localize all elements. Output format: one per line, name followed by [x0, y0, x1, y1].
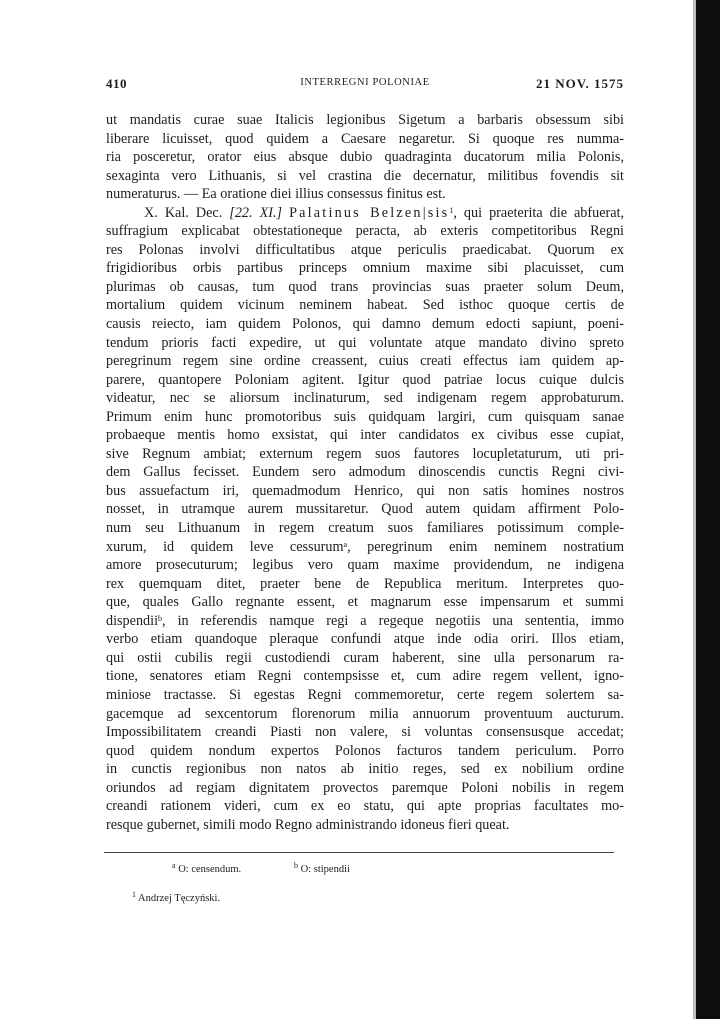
- text-line: creandi rationem videri, cum ex eo statu, qui apte proprias facultates mo-: [106, 798, 624, 815]
- text-line: tione, senatores etiam Regni contempsisse et, cum adire regem vellent, igno-: [106, 668, 624, 685]
- text-line: miniose tractasse. Si egestas Regni commemoretur, certe regem solertem sa-: [106, 686, 624, 703]
- footnote-a: $^a$ O: censendum.: [172, 861, 242, 875]
- text-line: plurimas ob causas, tum quod trans provincias suas praeter solum Deum,: [106, 278, 624, 295]
- page-number: 410: [106, 76, 127, 91]
- text-line: que, quales Gallo regnante essent, et magnarum esse impensarum et summi: [106, 594, 624, 611]
- running-head: [106, 76, 624, 96]
- text-line: qui ostii cubilis regii custodiendi curam haberent, sine ulla personarum ra-: [106, 649, 624, 666]
- date-label: X. Kal. Dec.: [144, 204, 223, 221]
- text-line: ria posceretur, orator eius absque dubio quadraginta ducatorum milia Polonis,: [106, 149, 624, 166]
- text-line: resque gubernet, simili modo Regno administrando idoneus fieri queat.: [106, 816, 510, 833]
- text-line: liberare licuisset, quod quidem a Caesare negaretur. Si quoque res numma-: [106, 130, 624, 147]
- text-line: nosset, in utramque aurem mussitaretur. Quod autem quidam affirment Polo-: [106, 501, 624, 518]
- text-line: dem Gallus fecisset. Eundem sero admodum dinoscendis cunctis Regni civi-: [106, 464, 624, 481]
- text-line: bus assuefactum iri, quemadmodum Henrico, qui non satis homines nostros: [106, 482, 624, 499]
- text-line-with-note-a: xurum, id quidem leve cessurum$^a$, peregrinum enim neminem nostratium: [106, 538, 624, 555]
- text-line: sive Regnum ambiat; externum regem suos fautores locupletaturum, uti pri-: [106, 445, 624, 462]
- text-line: num seu Lithuanum in regem creatum suos familiares potissimum comple-: [106, 520, 624, 537]
- text-line: oriundos ad regiam dignitatem provectos paremque Poloni nobilis in regem: [106, 779, 624, 796]
- text-line: in cunctis regionibus non natos ab initio reges, sed ex nobilium ordine: [106, 761, 624, 778]
- text-line: mortalium quidem vicinum neminem habeat. Sed isthoc quoque certis de: [106, 297, 624, 314]
- footnote-1: $^1$ Andrzej Tęczyński.: [132, 890, 221, 904]
- text-line: rex quemquam ditet, praeter bene de Republica meritum. Interpretes quo-: [106, 575, 624, 592]
- paragraph-2-lines-cont: [106, 556, 624, 612]
- text-line: gacemque ad sexcentorum florenorum milia annuorum proventuum aucturum.: [106, 705, 624, 722]
- text-line: sexaginta vero Lithuanis, si vel crastina die decernatur, militibus fovendis sit: [106, 167, 624, 184]
- footnote-b: $^b$ O: stipendii: [294, 861, 350, 875]
- text-line: amore prosecuturum; legibus vero quam maxime providendum, ne indigena: [106, 557, 624, 574]
- text-line: numeraturus. — Ea oratione diei illius consessus finitus est.: [106, 186, 446, 203]
- footnote-rule: [104, 852, 614, 853]
- running-title: INTERREGNI POLONIAE: [300, 77, 430, 88]
- paragraph-2: [106, 204, 624, 835]
- footnote-row-numbered: [106, 891, 624, 907]
- text-line: causis reiecto, iam quidem Polonos, qui damno demum edocti sapiunt, poeni-: [106, 316, 624, 333]
- footnote-row-letters: [106, 862, 624, 878]
- paragraph-2-first-line: X. Kal. Dec. [22. XI.] Palatinus Belzen|sis$^1$, qui praeterita die abfuerat,: [144, 204, 624, 221]
- body-text: [106, 111, 624, 834]
- text-line: probaeque mentis homo exsistat, qui inter candidatos ex civibus esse cupiat,: [106, 427, 624, 444]
- text-line: Primum enim hunc promotoribus suis quidquam largiri, cum quisquam sanae: [106, 408, 624, 425]
- scan-edge-bar: [696, 0, 720, 1019]
- footnote-marker-b: b: [158, 613, 163, 623]
- paragraph-2-lines: [106, 222, 624, 537]
- paragraph-1: [106, 111, 624, 204]
- running-date: 21 NOV. 1575: [536, 76, 624, 91]
- speaker-name: Palatinus Belzen|sis: [289, 204, 450, 221]
- text-line: quod quidem nondum expertos Polonos facturos tandem periculum. Porro: [106, 742, 624, 759]
- text-line: videatur, nec se aliorsum inclinaturum, sed indigenam regem approbaturum.: [106, 390, 624, 407]
- text-line: verbo etiam quandoque pleraque confundi atque inde odia oriri. Illos etiam,: [106, 631, 624, 648]
- date-bracket: [22. XI.]: [229, 204, 283, 221]
- text-line: res Polonas involvi difficultatibus atque periculis praedicabat. Quorum ex: [106, 241, 624, 258]
- text-line: tendum prioris facti expedire, ut qui voluntate atque mandato divino spreto: [106, 334, 624, 351]
- footnote-marker-a: a: [343, 539, 348, 549]
- text-line: ut mandatis curae suae Italicis legionibus Sigetum a barbaris obsessum sibi: [106, 112, 624, 128]
- text-line: parere, quantopere Poloniam agitent. Igitur quod patriae locus cuique dulcis: [106, 371, 624, 388]
- footnote-ref-1: 1: [449, 205, 454, 215]
- text-line: frigidioribus orbis partibus princeps omnium maxime sibi placuisset, cum: [106, 260, 624, 277]
- text-line: peregrinum regem sine ordine creassent, cuius creati effectus iam quidem ap-: [106, 353, 624, 370]
- paragraph-2-lines-end: [106, 630, 624, 834]
- text-line-with-note-b: dispendii$^b$, in referendis namque regi a regeque negotiis una sententia, immo: [106, 612, 624, 629]
- text-line: suffragium explicabat obtestationeque peracta, ab exteris competitoribus Regni: [106, 223, 624, 240]
- text-line: Impossibilitatem creandi Piasti non valere, si voluntas consensusque accedat;: [106, 724, 624, 741]
